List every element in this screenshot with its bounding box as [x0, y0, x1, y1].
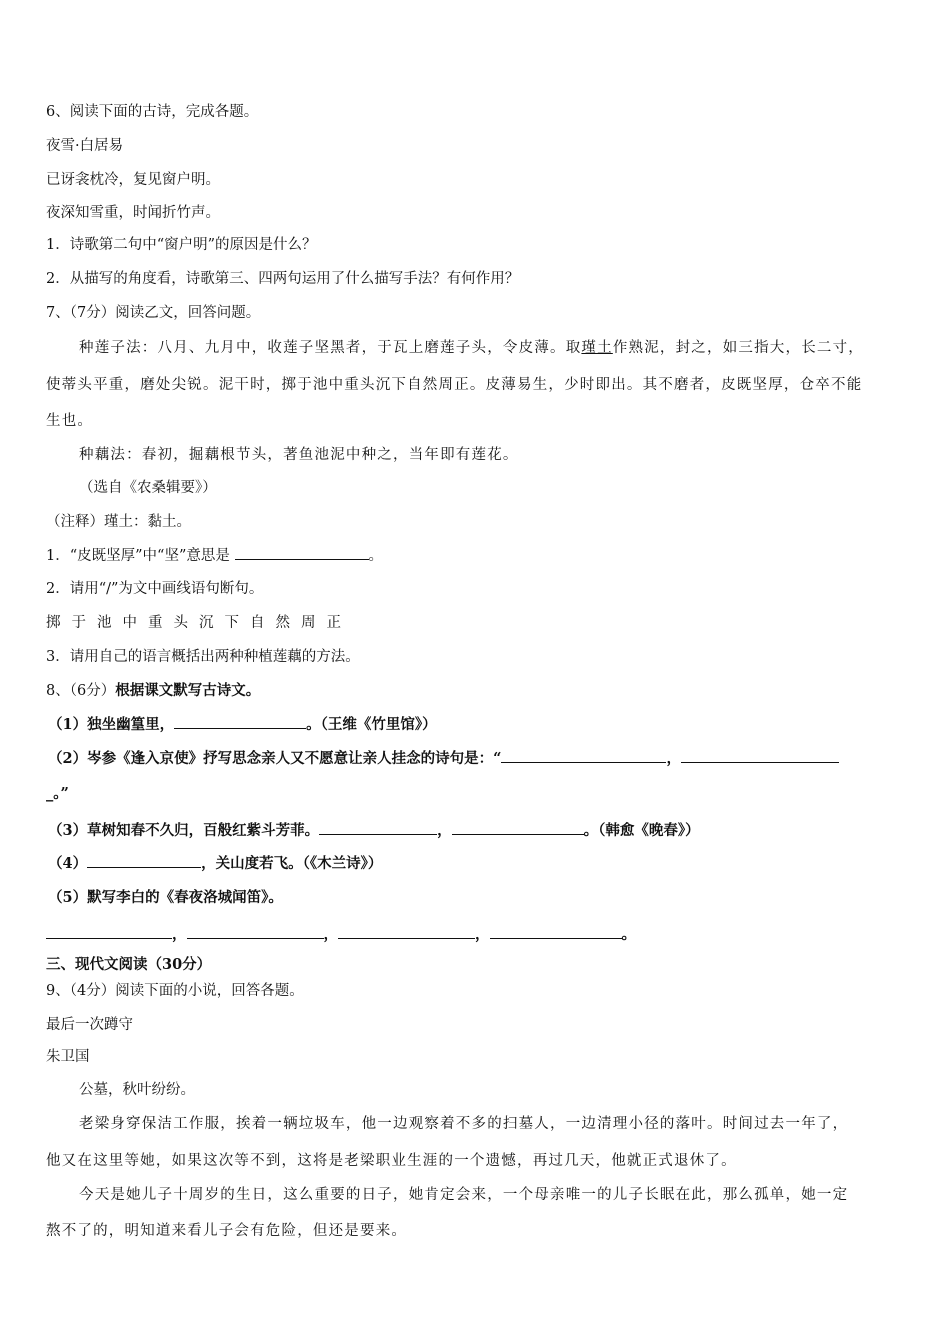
answer-blank[interactable] — [490, 924, 622, 939]
q7-passage-line-3: 生也。 — [46, 413, 94, 429]
story-paragraph-2-line-1: 老梁身穿保洁工作服，挨着一辆垃圾车，他一边观察着不多的扫墓人，一边清理小径的落叶。时间过去一年了， — [79, 1116, 849, 1132]
answer-blank[interactable] — [174, 714, 306, 729]
q8-item-5: （5）默写李白的《春夜洛城闻笛》。 — [48, 889, 283, 906]
q7-sub-1: 1．“皮既坚厚”中“坚”意思是 。 — [46, 545, 383, 566]
answer-blank[interactable] — [187, 924, 324, 939]
q8-item-5-blanks: ， ， ， 。 — [46, 924, 636, 945]
sentence-to-punctuate: 掷于池中重头沉下自然周正 — [46, 615, 352, 631]
q8-item-3: （3）草树知春不久归，百般红紫斗芳菲。 ， 。（韩愈《晚春》） — [48, 822, 700, 839]
q7-source: （选自《农桑辑要》） — [79, 480, 217, 496]
answer-blank[interactable] — [338, 924, 475, 939]
q8-item-2: （2）岑参《逢入京使》抒写思念亲人又不愿意让亲人挂念的诗句是：“ ， — [48, 748, 839, 769]
poem-line-2: 夜深知雪重，时闻折竹声。 — [46, 205, 220, 221]
story-paragraph-3-line-1: 今天是她儿子十周岁的生日，这么重要的日子，她肯定会来，一个母亲唯一的儿子长眠在此，那么孤单，她一定 — [79, 1187, 849, 1203]
poem-line-1: 已讶衾枕冷，复见窗户明。 — [46, 172, 220, 188]
story-paragraph-3-line-2: 熬不了的，明知道来看儿子会有危险，但还是要来。 — [46, 1223, 408, 1239]
q7-passage-2: 种藕法：春初，掘藕根节头，著鱼池泥中种之，当年即有莲花。 — [79, 447, 519, 463]
story-paragraph-2-line-2: 他又在这里等她，如果这次等不到，这将是老梁职业生涯的一个遗憾，再过几天，他就正式退休了。 — [46, 1153, 737, 1169]
q8-item-4: （4） ，关山度若飞。（《木兰诗》） — [48, 855, 383, 872]
q9-intro: 9、（4分）阅读下面的小说，回答各题。 — [46, 983, 304, 999]
answer-blank[interactable] — [235, 545, 369, 560]
answer-blank[interactable] — [319, 820, 437, 835]
q7-intro: 7、（7分）阅读乙文，回答问题。 — [46, 305, 261, 321]
underlined-term: 瑾土 — [581, 340, 613, 356]
story-paragraph-1: 公墓，秋叶纷纷。 — [79, 1082, 195, 1098]
answer-blank[interactable] — [87, 853, 201, 868]
q7-sub-2: 2．请用“/”为文中画线语句断句。 — [46, 581, 264, 597]
q8-item-2-cont: _。” — [46, 785, 69, 802]
answer-blank[interactable] — [46, 924, 172, 939]
poem-title: 夜雪·白居易 — [46, 138, 124, 154]
q6-intro: 6、阅读下面的古诗，完成各题。 — [46, 104, 259, 120]
answer-blank[interactable] — [501, 748, 666, 763]
q7-passage-line-1: 种莲子法：八月、九月中，收莲子坚黑者，于瓦上磨莲子头，令皮薄。取瑾土作熟泥，封之，如三指大，长二寸， — [79, 340, 865, 356]
q7-sub-3: 3．请用自己的语言概括出两种种植莲藕的方法。 — [46, 649, 360, 665]
story-title: 最后一次蹲守 — [46, 1017, 133, 1033]
q6-sub-2: 2．从描写的角度看，诗歌第三、四两句运用了什么描写手法？有何作用？ — [46, 271, 520, 287]
q8-item-1: （1）独坐幽篁里， 。（王维《竹里馆》） — [48, 716, 437, 733]
section-heading: 三、现代文阅读（30分） — [46, 956, 212, 973]
q8-intro: 8、（6分）根据课文默写古诗文。 — [46, 682, 261, 699]
q7-note: （注释）瑾土：黏土。 — [46, 514, 191, 530]
story-author: 朱卫国 — [46, 1049, 90, 1065]
answer-blank[interactable] — [681, 748, 839, 763]
q6-sub-1: 1．诗歌第二句中“窗户明”的原因是什么？ — [46, 237, 317, 253]
answer-blank[interactable] — [452, 820, 584, 835]
q7-passage-line-2: 使蒂头平重，磨处尖锐。泥干时，掷于池中重头沉下自然周正。皮薄易生，少时即出。其不磨者，皮既坚厚，仓卒不能 — [46, 377, 863, 393]
